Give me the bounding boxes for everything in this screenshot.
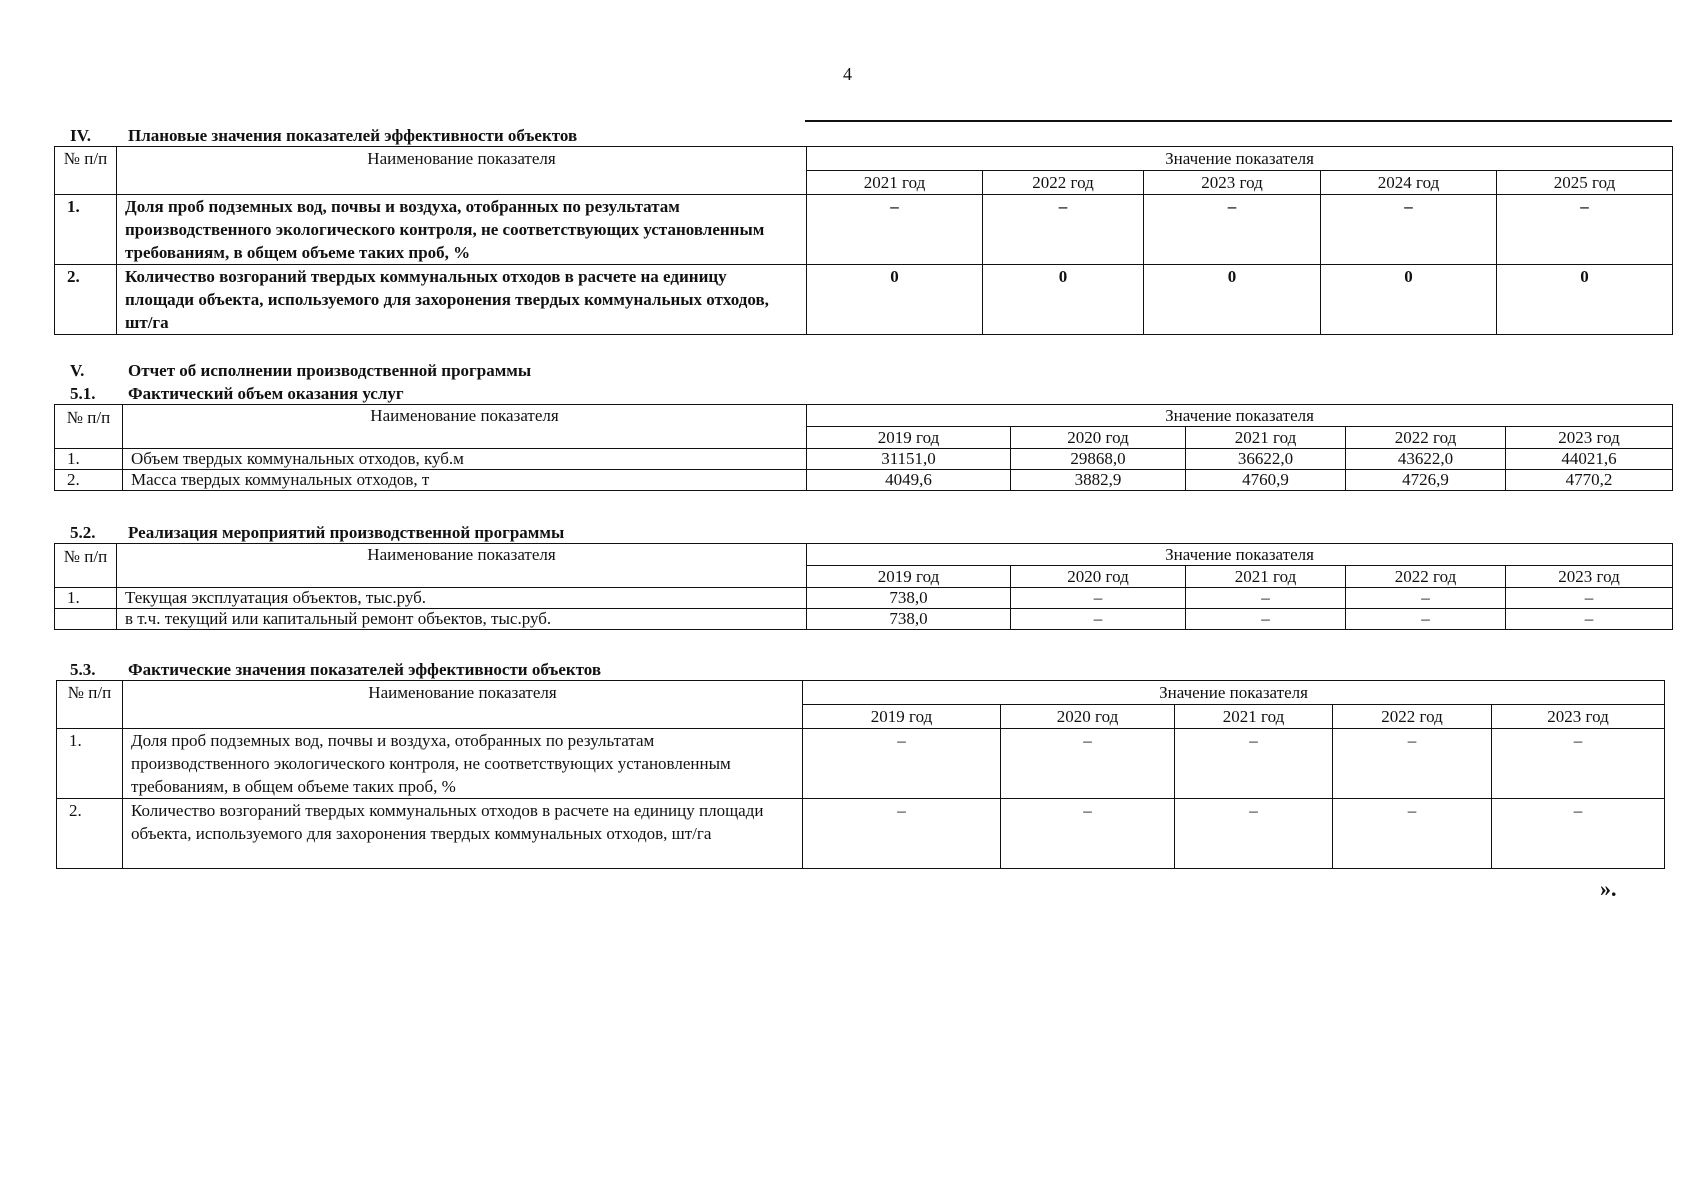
- section-v-number: V.: [70, 361, 85, 380]
- table-row: [57, 729, 1665, 799]
- section-iv-number: IV.: [70, 126, 91, 145]
- header-year: 2019 год: [807, 427, 1011, 449]
- row-number: 1.: [55, 195, 117, 265]
- row-value: –: [1506, 588, 1673, 609]
- row-value: –: [807, 195, 983, 265]
- row-number: 1.: [57, 729, 123, 799]
- row-value: 0: [983, 265, 1144, 335]
- top-rule: [805, 120, 1672, 122]
- table-row: [55, 470, 1673, 491]
- section-iv-heading: [70, 126, 577, 146]
- header-year: 2023 год: [1506, 566, 1673, 588]
- header-year: 2024 год: [1321, 171, 1497, 195]
- row-value: 43622,0: [1346, 449, 1506, 470]
- row-name: Объем твердых коммунальных отходов, куб.м: [123, 449, 807, 470]
- table-iv: [54, 146, 1673, 335]
- header-year: 2022 год: [983, 171, 1144, 195]
- header-year: 2020 год: [1001, 705, 1175, 729]
- header-year: 2019 год: [807, 566, 1011, 588]
- section-53-number: 5.3.: [70, 660, 96, 679]
- table-row: [55, 195, 1673, 265]
- row-name: Текущая эксплуатация объектов, тыс.руб.: [117, 588, 807, 609]
- header-year: 2023 год: [1144, 171, 1321, 195]
- page-number: 4: [843, 64, 852, 84]
- row-value: –: [1001, 729, 1175, 799]
- header-num: № п/п: [57, 681, 123, 729]
- table-row: [57, 799, 1665, 869]
- row-number: [55, 609, 117, 630]
- table-53: [56, 680, 1665, 869]
- row-name: Количество возгораний твердых коммунальных отходов в расчете на единицу площади объекта, используемого для захоронения твердых коммунальных отходов, шт/га: [123, 799, 803, 869]
- header-num: № п/п: [55, 544, 117, 588]
- header-year: 2022 год: [1346, 427, 1506, 449]
- row-value: –: [1346, 588, 1506, 609]
- section-51-title: Фактический объем оказания услуг: [128, 384, 404, 403]
- row-value: –: [1144, 195, 1321, 265]
- row-value: –: [803, 729, 1001, 799]
- row-number: 2.: [57, 799, 123, 869]
- row-value: –: [1492, 729, 1665, 799]
- header-value: Значение показателя: [807, 405, 1673, 427]
- row-number: 1.: [55, 588, 117, 609]
- row-value: –: [983, 195, 1144, 265]
- row-number: 2.: [55, 470, 123, 491]
- row-name: Доля проб подземных вод, почвы и воздуха, отобранных по результатам производственного экологического контроля, не соответствующих установленным требованиям, в общем объеме таких проб, %: [123, 729, 803, 799]
- row-value: –: [1186, 588, 1346, 609]
- header-year: 2019 год: [803, 705, 1001, 729]
- row-value: 3882,9: [1011, 470, 1186, 491]
- header-value: Значение показателя: [803, 681, 1665, 705]
- row-name: Масса твердых коммунальных отходов, т: [123, 470, 807, 491]
- header-name: Наименование показателя: [123, 405, 807, 449]
- row-value: –: [1346, 609, 1506, 630]
- header-year: 2023 год: [1492, 705, 1665, 729]
- row-name: в т.ч. текущий или капитальный ремонт объектов, тыс.руб.: [117, 609, 807, 630]
- row-value: –: [1175, 729, 1333, 799]
- row-value: 0: [1321, 265, 1497, 335]
- header-year: 2022 год: [1346, 566, 1506, 588]
- row-value: 738,0: [807, 609, 1011, 630]
- row-number: 2.: [55, 265, 117, 335]
- row-value: 4049,6: [807, 470, 1011, 491]
- row-number: 1.: [55, 449, 123, 470]
- row-value: –: [803, 799, 1001, 869]
- row-value: –: [1333, 799, 1492, 869]
- header-year: 2020 год: [1011, 566, 1186, 588]
- row-value: –: [1011, 588, 1186, 609]
- header-year: 2021 год: [1186, 427, 1346, 449]
- row-value: 4760,9: [1186, 470, 1346, 491]
- table-51: [54, 404, 1673, 491]
- row-value: 4770,2: [1506, 470, 1673, 491]
- row-value: 44021,6: [1506, 449, 1673, 470]
- section-v-title: Отчет об исполнении производственной программы: [128, 361, 532, 380]
- row-value: 31151,0: [807, 449, 1011, 470]
- header-year: 2022 год: [1333, 705, 1492, 729]
- header-year: 2020 год: [1011, 427, 1186, 449]
- row-value: –: [1175, 799, 1333, 869]
- header-name: Наименование показателя: [123, 681, 803, 729]
- table-row: [55, 609, 1673, 630]
- row-value: –: [1506, 609, 1673, 630]
- table-row: [55, 588, 1673, 609]
- row-value: 29868,0: [1011, 449, 1186, 470]
- row-value: 36622,0: [1186, 449, 1346, 470]
- row-value: 4726,9: [1346, 470, 1506, 491]
- header-value: Значение показателя: [807, 147, 1673, 171]
- header-num: № п/п: [55, 147, 117, 195]
- closing-quote-mark: ».: [1600, 876, 1617, 901]
- section-53-heading: [70, 660, 601, 680]
- table-row: [55, 265, 1673, 335]
- header-year: 2021 год: [1186, 566, 1346, 588]
- row-value: –: [1321, 195, 1497, 265]
- header-year: 2025 год: [1497, 171, 1673, 195]
- section-v-heading: [70, 361, 531, 381]
- table-row: [55, 449, 1673, 470]
- header-year: 2023 год: [1506, 427, 1673, 449]
- header-num: № п/п: [55, 405, 123, 449]
- header-name: Наименование показателя: [117, 544, 807, 588]
- row-value: 0: [1144, 265, 1321, 335]
- section-51-heading: [70, 384, 404, 404]
- row-value: 0: [1497, 265, 1673, 335]
- row-value: –: [1001, 799, 1175, 869]
- row-value: –: [1492, 799, 1665, 869]
- row-name: Доля проб подземных вод, почвы и воздуха, отобранных по результатам производственного экологического контроля, не соответствующих установленным требованиям, в общем объеме таких проб, %: [117, 195, 807, 265]
- row-name: Количество возгораний твердых коммунальных отходов в расчете на единицу площади объекта, используемого для захоронения твердых коммунальных отходов, шт/га: [117, 265, 807, 335]
- header-value: Значение показателя: [807, 544, 1673, 566]
- header-year: 2021 год: [1175, 705, 1333, 729]
- header-name: Наименование показателя: [117, 147, 807, 195]
- section-52-number: 5.2.: [70, 523, 96, 542]
- row-value: –: [1333, 729, 1492, 799]
- row-value: –: [1011, 609, 1186, 630]
- header-year: 2021 год: [807, 171, 983, 195]
- row-value: 0: [807, 265, 983, 335]
- section-51-number: 5.1.: [70, 384, 96, 403]
- section-iv-title: Плановые значения показателей эффективности объектов: [128, 126, 578, 145]
- row-value: 738,0: [807, 588, 1011, 609]
- section-53-title: Фактические значения показателей эффективности объектов: [128, 660, 602, 679]
- section-52-heading: [70, 523, 564, 543]
- table-52: [54, 543, 1673, 630]
- row-value: –: [1186, 609, 1346, 630]
- section-52-title: Реализация мероприятий производственной программы: [128, 523, 565, 542]
- row-value: –: [1497, 195, 1673, 265]
